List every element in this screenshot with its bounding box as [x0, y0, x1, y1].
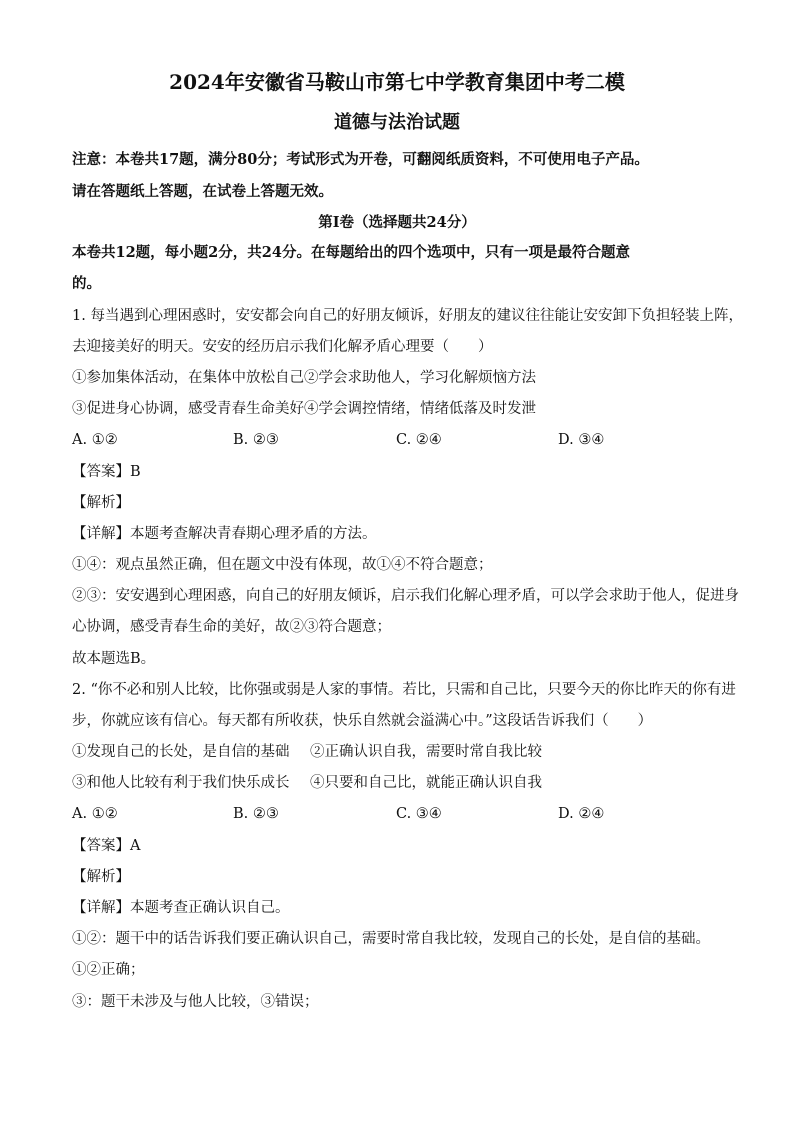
q1-explanation-3: 心协调，感受青春生命的美好，故②③符合题意；	[72, 619, 391, 635]
q2-item-4: ④只要和自己比，就能正确认识自我	[310, 775, 542, 791]
q1-option-b: B. ②③	[233, 432, 279, 448]
q2-item-2: ②正确认识自我，需要时常自我比较	[310, 744, 542, 760]
q2-option-d: D. ②④	[558, 806, 605, 822]
q2-explanation-2: ①②正确；	[72, 962, 145, 978]
q1-option-a: A. ①②	[72, 432, 118, 448]
q2-answer: 【答案】A	[72, 838, 141, 854]
q1-stem-1: 1. 每当遇到心理困惑时，安安都会向自己的好朋友倾诉，好朋友的建议往往能让安安卸下负担轻装上阵，	[72, 308, 743, 324]
section-intro-1: 本卷共12题，每小题2分，共24分。在每题给出的四个选项中，只有一项是最符合题意	[72, 244, 630, 261]
q2-analysis-label: 【解析】	[72, 869, 130, 885]
q2-option-b: B. ②③	[233, 806, 279, 822]
q2-option-a: A. ①②	[72, 806, 118, 822]
q2-detail: 【详解】本题考查正确认识自己。	[72, 900, 290, 916]
page-title: 2024年安徽省马鞍山市第七中学教育集团中考二模	[169, 70, 625, 94]
q1-item-1: ①参加集体活动，在集体中放松自己②学会求助他人，学习化解烦恼方法	[72, 370, 536, 386]
q1-answer: 【答案】B	[72, 464, 141, 480]
q1-option-c: C. ②④	[396, 432, 442, 448]
q1-stem-2: 去迎接美好的明天。安安的经历启示我们化解矛盾心理要（ ）	[72, 339, 493, 355]
q2-explanation-1: ①②：题干中的话告诉我们要正确认识自己，需要时常自我比较，发现自己的长处，是自信的基础。	[72, 931, 710, 947]
section-intro-2: 的。	[72, 275, 101, 292]
q1-analysis-label: 【解析】	[72, 495, 130, 511]
q2-item-1: ①发现自己的长处，是自信的基础	[72, 744, 290, 760]
q2-stem-1: 2. “你不必和别人比较，比你强或弱是人家的事情。若比，只需和自己比，只要今天的你比昨天的你有进	[72, 682, 736, 698]
q2-item-3: ③和他人比较有利于我们快乐成长	[72, 775, 290, 791]
q2-stem-2: 步，你就应该有信心。每天都有所收获，快乐自然就会溢满心中。”这段话告诉我们（ ）	[72, 713, 653, 729]
q2-explanation-3: ③：题干未涉及与他人比较，③错误；	[72, 994, 319, 1010]
q1-item-2: ③促进身心协调，感受青春生命美好④学会调控情绪，情绪低落及时发泄	[72, 401, 536, 417]
notice-line-1: 注意：本卷共17题，满分80分；考试形式为开卷，可翻阅纸质资料，不可使用电子产品。	[72, 151, 649, 168]
q1-explanation-1: ①④：观点虽然正确，但在题文中没有体现，故①④不符合题意；	[72, 557, 493, 573]
q1-explanation-4: 故本题选B。	[72, 651, 156, 667]
notice-line-2: 请在答题纸上答题，在试卷上答题无效。	[72, 183, 333, 200]
section-heading: 第Ⅰ卷（选择题共24分）	[318, 214, 476, 231]
q2-option-c: C. ③④	[396, 806, 442, 822]
q1-detail: 【详解】本题考查解决青春期心理矛盾的方法。	[72, 526, 377, 542]
q1-option-d: D. ③④	[558, 432, 605, 448]
q1-explanation-2: ②③：安安遇到心理困惑，向自己的好朋友倾诉，启示我们化解心理矛盾，可以学会求助于他人，促进身	[72, 588, 739, 604]
page-subtitle: 道德与法治试题	[334, 112, 460, 133]
